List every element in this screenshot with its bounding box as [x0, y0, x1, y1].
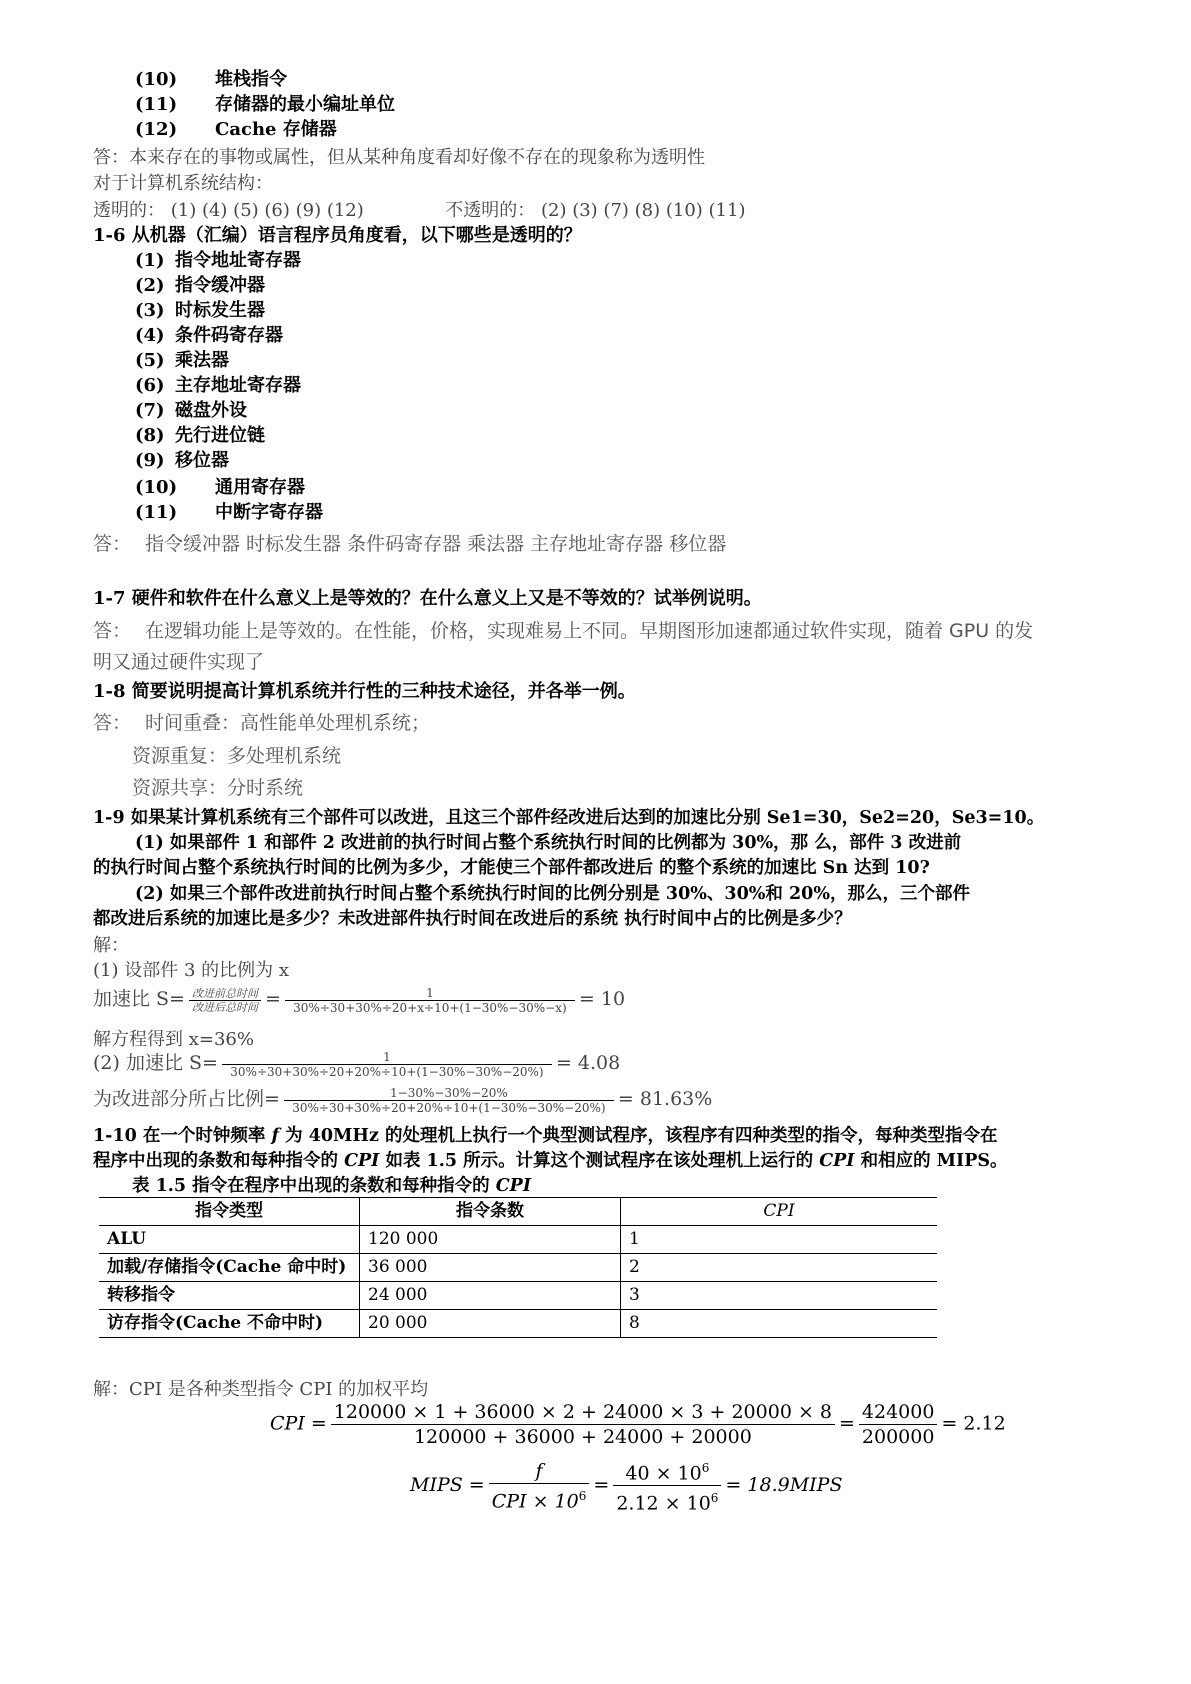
- table-row: [99, 1310, 937, 1338]
- table-cell: 1: [621, 1226, 938, 1254]
- table-cell: 36 000: [360, 1254, 621, 1282]
- ratio-equation: 为改进部分所占比例= $\frac{1-30\%-30\%-20\%}{30\%\div 30+30\%\div 20+20\%\div 10+(1-30\%-30\%-20\%)}$ = 81.63%: [93, 1085, 713, 1115]
- question-text: 程序中出现的条数和每种指令的 CPI 如表 1.5 所示。计算这个测试程序在该处理机上运行的 CPI 和相应的 MIPS。: [93, 1151, 1008, 1171]
- question-text: 的执行时间占整个系统执行时间的比例为多少，才能使三个部件都改进后 的整个系统的加速比 Sn 达到 10?: [93, 858, 930, 878]
- table-header-row: [99, 1198, 937, 1226]
- question-heading: 1-9 如果某计算机系统有三个部件可以改进，且这三个部件经改进后达到的加速比分别 Se1=30，Se2=20，Se3=10。: [93, 808, 1045, 828]
- list-item: (6) 主存地址寄存器: [135, 375, 301, 396]
- question-heading: 1-10 在一个时钟频率 f 为 40MHz 的处理机上执行一个典型测试程序，该程序有四种类型的指令，每种类型指令在: [93, 1126, 998, 1146]
- table-cell: 24 000: [360, 1282, 621, 1310]
- table-cell: 120 000: [360, 1226, 621, 1254]
- answer-text: 资源共享：分时系统: [132, 777, 304, 799]
- list-item: (1) 指令地址寄存器: [135, 250, 301, 271]
- list-item: (9) 移位器: [135, 450, 229, 471]
- table-row: [99, 1226, 937, 1254]
- ratio-fraction: $\frac{1-30\%-30\%-20\%}{30\%\div 30+30\%\div 20+20\%\div 10+(1-30\%-30\%-20\%)}$: [284, 1086, 614, 1115]
- list-item: (4) 条件码寄存器: [135, 325, 283, 346]
- cpi-equation: CPI = $\frac{120000 \times 1 + 36000 \times 2 + 24000 \times 3 + 20000 \times 8}{120000 + 36000 + 24000 + 20000}$ = $\frac{424000}{200000}$ = 2.12: [270, 1401, 1006, 1448]
- cpi-fraction-2: $\frac{424000}{200000}$: [859, 1400, 938, 1449]
- list-item: (7) 磁盘外设: [135, 400, 247, 421]
- speedup-fraction: $\frac{1}{30\%\div 30+30\%\div 20+x\div 10+(1-30\%-30\%-x)}$: [285, 986, 575, 1015]
- table-row: [99, 1282, 937, 1310]
- instruction-table: [99, 1197, 937, 1338]
- answer-text: 答： 指令缓冲器 时标发生器 条件码寄存器 乘法器 主存地址寄存器 移位器: [93, 533, 727, 555]
- table-cell: 20 000: [360, 1310, 621, 1338]
- mips-fraction: $\frac{f}{CPI \times 10^6}$: [489, 1459, 590, 1513]
- list-item: (3) 时标发生器: [135, 300, 265, 321]
- table-cell: 3: [621, 1282, 938, 1310]
- list-item: (11) 中断字寄存器: [135, 502, 323, 523]
- answer-text: 答：本来存在的事物或属性，但从某种角度看却好像不存在的现象称为透明性: [93, 147, 705, 168]
- table-cell: 转移指令: [99, 1282, 360, 1310]
- mips-fraction-2: $\frac{40 \times 10^6}{2.12 \times 10^6}$: [613, 1456, 721, 1516]
- speedup-equation: 加速比 S= $\frac{\text{改进前总时间}}{\text{改进后总时间}}$ = $\frac{1}{30\%\div 30+30\%\div 20+x\div 10+(1-30\%-30\%-x)}$ = 10: [93, 985, 626, 1015]
- solution-label: 解：: [93, 935, 129, 956]
- question-heading: 1-7 硬件和软件在什么意义上是等效的？在什么意义上又是不等效的？试举例说明。: [93, 588, 762, 609]
- speedup-fraction: $\frac{1}{30\%\div 30+30\%\div 20+20\%\div 10+(1-30\%-30\%-20\%)}$: [222, 1050, 552, 1079]
- table-cell: 8: [621, 1310, 938, 1338]
- list-item: (12) Cache 存储器: [135, 119, 337, 140]
- solution-text: (1) 设部件 3 的比例为 x: [93, 960, 289, 981]
- table-caption: 表 1.5 指令在程序中出现的条数和每种指令的 CPI: [132, 1176, 532, 1196]
- list-item: (8) 先行进位链: [135, 425, 265, 446]
- answer-text: 对于计算机系统结构：: [93, 173, 273, 194]
- question-text: 都改进后系统的加速比是多少？未改进部件执行时间在改进后的系统 执行时间中占的比例是多少？: [93, 909, 852, 929]
- answer-text: 资源重复：多处理机系统: [132, 745, 342, 767]
- table-cell: 2: [621, 1254, 938, 1282]
- question-text: (2) 如果三个部件改进前执行时间占整个系统执行时间的比例分别是 30%、30%和 20%，那么，三个部件: [135, 884, 970, 904]
- list-item: (5) 乘法器: [135, 350, 229, 371]
- table-cell: ALU: [99, 1226, 360, 1254]
- answer-text: 答： 在逻辑功能上是等效的。在性能，价格，实现难易上不同。早期图形加速都通过软件实现，随着 GPU 的发: [93, 620, 1034, 642]
- table-cell: 加载/存储指令(Cache 命中时): [99, 1254, 360, 1282]
- table-header: 指令类型: [99, 1198, 360, 1226]
- speedup-equation: (2) 加速比 S= $\frac{1}{30\%\div 30+30\%\div 20+20\%\div 10+(1-30\%-30\%-20\%)}$ = 4.08: [93, 1049, 621, 1079]
- list-item: (11) 存储器的最小编址单位: [135, 94, 395, 115]
- table-header: 指令条数: [360, 1198, 621, 1226]
- question-heading: 1-8 简要说明提高计算机系统并行性的三种技术途径，并各举一例。: [93, 681, 636, 702]
- solution-text: 解方程得到 x=36%: [93, 1029, 254, 1050]
- mips-equation: MIPS = $\frac{f}{CPI \times 10^6}$ = $\frac{40 \times 10^6}{2.12 \times 10^6}$ = 18.9MIPS: [410, 1456, 842, 1516]
- answer-text: 明又通过硬件实现了: [93, 651, 265, 673]
- solution-text: 解：CPI 是各种类型指令 CPI 的加权平均: [93, 1379, 429, 1400]
- answer-text: 透明的： (1) (4) (5) (6) (9) (12) 不透明的： (2) (3) (7) (8) (10) (11): [93, 200, 746, 221]
- table-row: [99, 1254, 937, 1282]
- table-header: CPI: [621, 1198, 938, 1226]
- answer-text: 答： 时间重叠：高性能单处理机系统；: [93, 712, 431, 734]
- question-heading: 1-6 从机器（汇编）语言程序员角度看，以下哪些是透明的？: [93, 225, 582, 246]
- list-item: (10) 堆栈指令: [135, 69, 287, 90]
- time-ratio-fraction: $\frac{\text{改进前总时间}}{\text{改进后总时间}}$: [189, 987, 261, 1014]
- list-item: (2) 指令缓冲器: [135, 275, 265, 296]
- question-text: (1) 如果部件 1 和部件 2 改进前的执行时间占整个系统执行时间的比例都为 30%，那 么，部件 3 改进前: [135, 833, 962, 853]
- list-item: (10) 通用寄存器: [135, 477, 305, 498]
- cpi-fraction: $\frac{120000 \times 1 + 36000 \times 2 + 24000 \times 3 + 20000 \times 8}{120000 + 36000 + 24000 + 20000}$: [331, 1400, 835, 1449]
- table-cell: 访存指令(Cache 不命中时): [99, 1310, 360, 1338]
